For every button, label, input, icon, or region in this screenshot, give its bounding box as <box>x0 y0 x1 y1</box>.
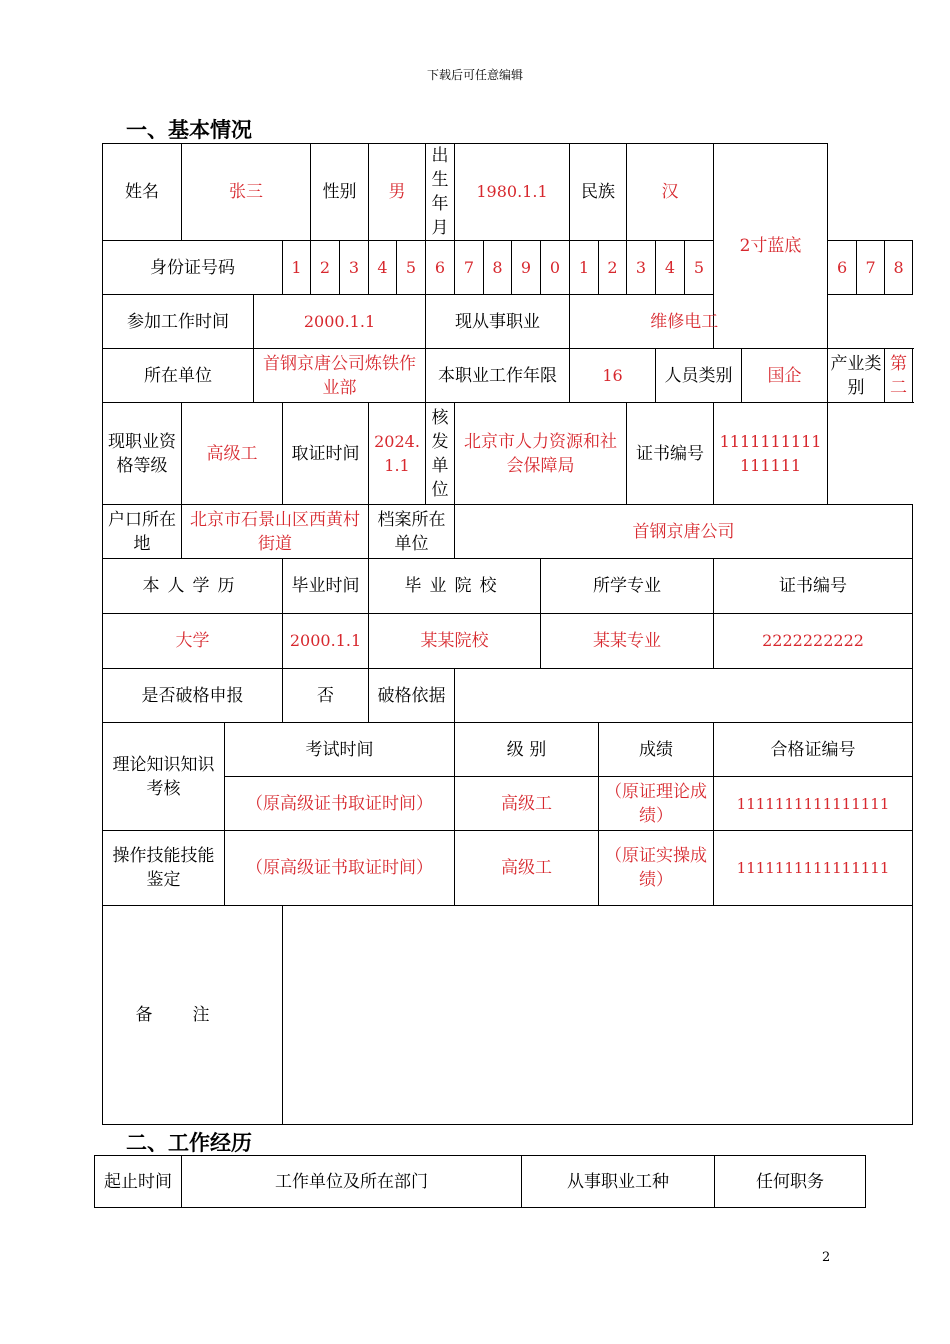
remarks-label: 备注 <box>103 906 283 1125</box>
cert-date-label: 取证时间 <box>283 403 369 505</box>
theory-time: （原高级证书取证时间） <box>225 777 455 831</box>
archive-value: 首钢京唐公司 <box>455 505 913 559</box>
id-digit: 7 <box>857 241 885 295</box>
edu-cert-value: 2222222222 <box>714 614 913 669</box>
id-digit: 1 <box>570 241 599 295</box>
unit-label: 所在单位 <box>103 349 254 403</box>
section-title-basic: 一、基本情况 <box>126 118 252 142</box>
exception-value: 否 <box>283 669 369 723</box>
staff-type-label: 人员类别 <box>656 349 742 403</box>
gender-value: 男 <box>369 144 426 241</box>
skill-cert: 1111111111111111 <box>714 831 913 906</box>
edu-cert-label: 证书编号 <box>714 559 913 614</box>
level-value: 高级工 <box>182 403 283 505</box>
exam-time-label: 考试时间 <box>225 723 455 777</box>
id-digit: 5 <box>685 241 714 295</box>
period-label: 起止时间 <box>95 1156 182 1208</box>
id-label: 身份证号码 <box>103 241 283 295</box>
hukou-label: 户口所在地 <box>103 505 182 559</box>
edu-label: 本人学历 <box>103 559 283 614</box>
id-digit: 6 <box>426 241 455 295</box>
id-digit: 1 <box>283 241 311 295</box>
issuer-value: 北京市人力资源和社会保障局 <box>455 403 627 505</box>
school-label: 毕业院校 <box>369 559 541 614</box>
school-value: 某某院校 <box>369 614 541 669</box>
birth-value: 1980.1.1 <box>455 144 570 241</box>
level-label: 现职业资格等级 <box>103 403 182 505</box>
major-value: 某某专业 <box>541 614 714 669</box>
id-digit: 0 <box>541 241 570 295</box>
section-title-work: 二、工作经历 <box>126 1131 252 1155</box>
work-history-table <box>94 1155 866 1208</box>
id-digit: 9 <box>512 241 541 295</box>
basic-info-table <box>102 143 913 1125</box>
name-label: 姓名 <box>103 144 182 241</box>
id-digit: 4 <box>656 241 685 295</box>
archive-label: 档案所在单位 <box>369 505 455 559</box>
pass-cert-label: 合格证编号 <box>714 723 913 777</box>
skill-grade: 高级工 <box>455 831 599 906</box>
years-label: 本职业工作年限 <box>426 349 570 403</box>
occupation-label: 现从事职业 <box>426 295 570 349</box>
position-label: 任何职务 <box>715 1156 866 1208</box>
id-digit: 8 <box>885 241 913 295</box>
work-start-label: 参加工作时间 <box>103 295 254 349</box>
unit-value: 首钢京唐公司炼铁作业部 <box>254 349 426 403</box>
birth-label: 出生年月 <box>426 144 455 241</box>
id-digit: 4 <box>369 241 397 295</box>
id-digit: 2 <box>599 241 627 295</box>
occupation-value: 维修电工 <box>570 295 799 349</box>
id-digit: 2 <box>311 241 340 295</box>
company-label: 工作单位及所在部门 <box>182 1156 522 1208</box>
issuer-label: 核发单位 <box>426 403 455 505</box>
major-label: 所学专业 <box>541 559 714 614</box>
theory-grade: 高级工 <box>455 777 599 831</box>
ethnic-value: 汉 <box>627 144 714 241</box>
skill-time: （原高级证书取证时间） <box>225 831 455 906</box>
page-number: 2 <box>822 1250 831 1265</box>
id-digit: 8 <box>484 241 512 295</box>
hukou-value: 北京市石景山区西黄村街道 <box>182 505 369 559</box>
page-header: 下载后可任意编辑 <box>426 68 523 82</box>
grad-time-label: 毕业时间 <box>283 559 369 614</box>
remarks-value <box>283 906 913 1125</box>
grad-time-value: 2000.1.1 <box>283 614 369 669</box>
theory-cert: 1111111111111111 <box>714 777 913 831</box>
cert-no-label: 证书编号 <box>627 403 714 505</box>
name-value: 张三 <box>182 144 311 241</box>
edu-value: 大学 <box>103 614 283 669</box>
exception-basis-label: 破格依据 <box>369 669 455 723</box>
industry-label: 产业类别 <box>828 349 885 403</box>
gender-label: 性别 <box>311 144 369 241</box>
ethnic-label: 民族 <box>570 144 627 241</box>
theory-score: （原证理论成绩） <box>599 777 714 831</box>
id-digit: 5 <box>397 241 426 295</box>
exception-label: 是否破格申报 <box>103 669 283 723</box>
work-start-value: 2000.1.1 <box>254 295 426 349</box>
id-digit: 6 <box>828 241 857 295</box>
years-value: 16 <box>570 349 656 403</box>
cert-no-value: 1111111111111111 <box>714 403 828 505</box>
skill-score: （原证实操成绩） <box>599 831 714 906</box>
exception-basis-value <box>455 669 913 723</box>
skill-label: 操作技能技能鉴定 <box>103 831 225 906</box>
id-digit: 3 <box>340 241 369 295</box>
theory-label: 理论知识知识考核 <box>103 723 225 831</box>
cert-date-value: 2024.1.1 <box>369 403 426 505</box>
grade-label: 级 别 <box>455 723 599 777</box>
staff-type-value: 国企 <box>742 349 828 403</box>
id-digit: 3 <box>627 241 656 295</box>
job-label: 从事职业工种 <box>522 1156 715 1208</box>
id-digit: 7 <box>455 241 484 295</box>
photo-placeholder: 2寸蓝底 <box>714 144 828 349</box>
industry-value: 第二 <box>885 349 913 403</box>
score-label: 成绩 <box>599 723 714 777</box>
